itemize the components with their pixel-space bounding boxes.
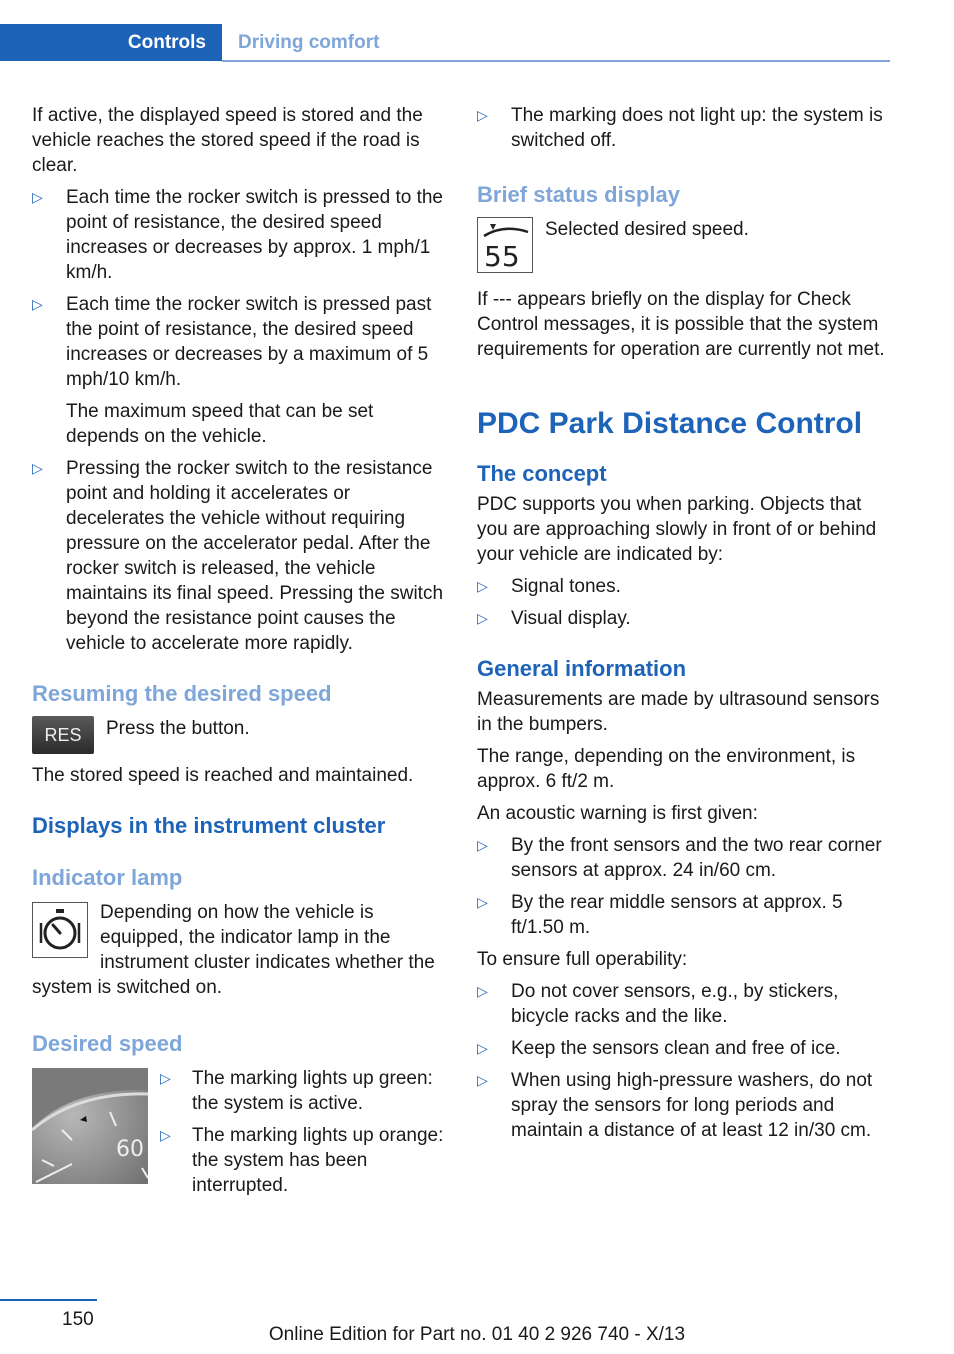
list-item: ▷ Each time the rocker switch is pressed to the point of resistance, the desired speed increases or decreases by approx. 1 mph/1 km/h. <box>32 187 443 283</box>
list-item: ▷ Keep the sensors clean and free of ice. <box>477 1038 841 1059</box>
res-button[interactable]: RES <box>32 716 94 754</box>
brief-status-heading: Brief status display <box>477 182 680 207</box>
indicator-heading: Indicator lamp <box>32 865 183 890</box>
general-info-heading: General information <box>477 656 687 681</box>
bullet-arrow-icon: ▷ <box>477 983 488 999</box>
page-number: 150 <box>62 1309 94 1330</box>
desired-speed-heading: Desired speed <box>32 1031 183 1056</box>
bullet-arrow-icon: ▷ <box>477 578 488 594</box>
speedometer-marking-image <box>32 1068 148 1184</box>
list-item: ▷ The marking does not light up: the system is switched off. <box>477 105 883 151</box>
range-text: The range, depending on the environment, is approx. 6 ft/2 m. <box>477 746 856 792</box>
bullet-arrow-icon: ▷ <box>160 1070 171 1086</box>
speed-display-icon <box>477 217 533 273</box>
speed-marker-icon <box>478 218 532 272</box>
gauge-value: 60 <box>116 1137 144 1162</box>
bullet-arrow-icon: ▷ <box>32 296 43 312</box>
bullet-arrow-icon: ▷ <box>160 1127 171 1143</box>
bullet-arrow-icon: ▷ <box>32 189 43 205</box>
concept-heading: The concept <box>477 461 607 486</box>
list-item: ▷ The marking lights up green: the system is active. <box>160 1068 433 1114</box>
bullet-arrow-icon: ▷ <box>32 460 43 476</box>
displays-heading: Displays in the instrument cluster <box>32 813 386 838</box>
list-item: ▷ By the rear middle sensors at approx. 5 ft/1.50 m. <box>477 892 843 938</box>
list-item: ▷ Signal tones. <box>477 576 621 597</box>
display-value: 55 <box>484 240 520 272</box>
pdc-title: PDC Park Distance Control <box>477 407 863 440</box>
section-label: Driving comfort <box>238 32 380 53</box>
bullet-arrow-icon: ▷ <box>477 107 488 123</box>
cruise-control-indicator-icon <box>32 902 88 958</box>
intro-paragraph: If active, the displayed speed is stored and the vehicle reaches the stored speed if the road is clear. <box>32 105 423 176</box>
bullet-arrow-icon: ▷ <box>477 1040 488 1056</box>
list-item: ▷ Visual display. <box>477 608 631 629</box>
list-item: ▷ The marking lights up orange: the system has been interrupted. <box>160 1125 444 1196</box>
chapter-label: Controls <box>127 32 206 53</box>
acoustic-text: An acoustic warning is first given: <box>477 803 758 824</box>
concept-text: PDC supports you when parking. Objects that you are approaching slowly in front of or behind your vehicle are indicated by: <box>477 494 877 565</box>
footer-rule <box>0 1299 97 1301</box>
list-item: ▷ Each time the rocker switch is pressed past the point of resistance, the desired speed increases or decreases by a maximum of 5 mph/10 km/h. <box>32 294 432 390</box>
bullet-arrow-icon: ▷ <box>477 1072 488 1088</box>
left-column <box>32 103 446 1205</box>
ensure-text: To ensure full operability: <box>477 949 688 970</box>
stored-speed-text: The stored speed is reached and maintained. <box>32 765 414 786</box>
list-item: ▷ Pressing the rocker switch to the resistance point and holding it accelerates or decelerates the vehicle without requiring pressure on the accelerator pedal. After the rocker switch is released, the vehicle maintains its final speed. Pressing the switch beyond the resistance point causes the vehicle to accelerate more rapidly. <box>32 458 444 654</box>
bullet-arrow-icon: ▷ <box>477 837 488 853</box>
indicator-text: Depending on how the vehicle is equipped, the indicator lamp in the instrument cluster indicates whether the system is switched on. <box>32 902 435 998</box>
selected-speed-text: Selected desired speed. <box>545 219 749 240</box>
rocker-bullets <box>32 185 446 392</box>
edition-footer: Online Edition for Part no. 01 40 2 926 740 - X/13 <box>268 1324 686 1345</box>
list-item: ▷ By the front sensors and the two rear corner sensors at approx. 24 in/60 cm. <box>477 835 882 881</box>
measurements-text: Measurements are made by ultrasound sensors in the bumpers. <box>477 689 880 735</box>
list-item: ▷ Do not cover sensors, e.g., by stickers, bicycle racks and the like. <box>477 981 839 1027</box>
list-item: ▷ When using high-pressure washers, do not spray the sensors for long periods and maintain a distance of at least 12 in/30 cm. <box>477 1070 873 1141</box>
right-column <box>477 103 891 1150</box>
check-control-text: If --- appears briefly on the display for Check Control messages, it is possible that the system requirements for operation are currently not met. <box>477 289 885 360</box>
max-speed-note: The maximum speed that can be set depends on the vehicle. <box>66 401 374 447</box>
bullet-arrow-icon: ▷ <box>477 610 488 626</box>
bullet-arrow-icon: ▷ <box>477 894 488 910</box>
resuming-heading: Resuming the desired speed <box>32 681 332 706</box>
chapter-tab <box>0 24 222 61</box>
press-button-text: Press the button. <box>106 718 250 739</box>
header-rule <box>222 60 890 62</box>
